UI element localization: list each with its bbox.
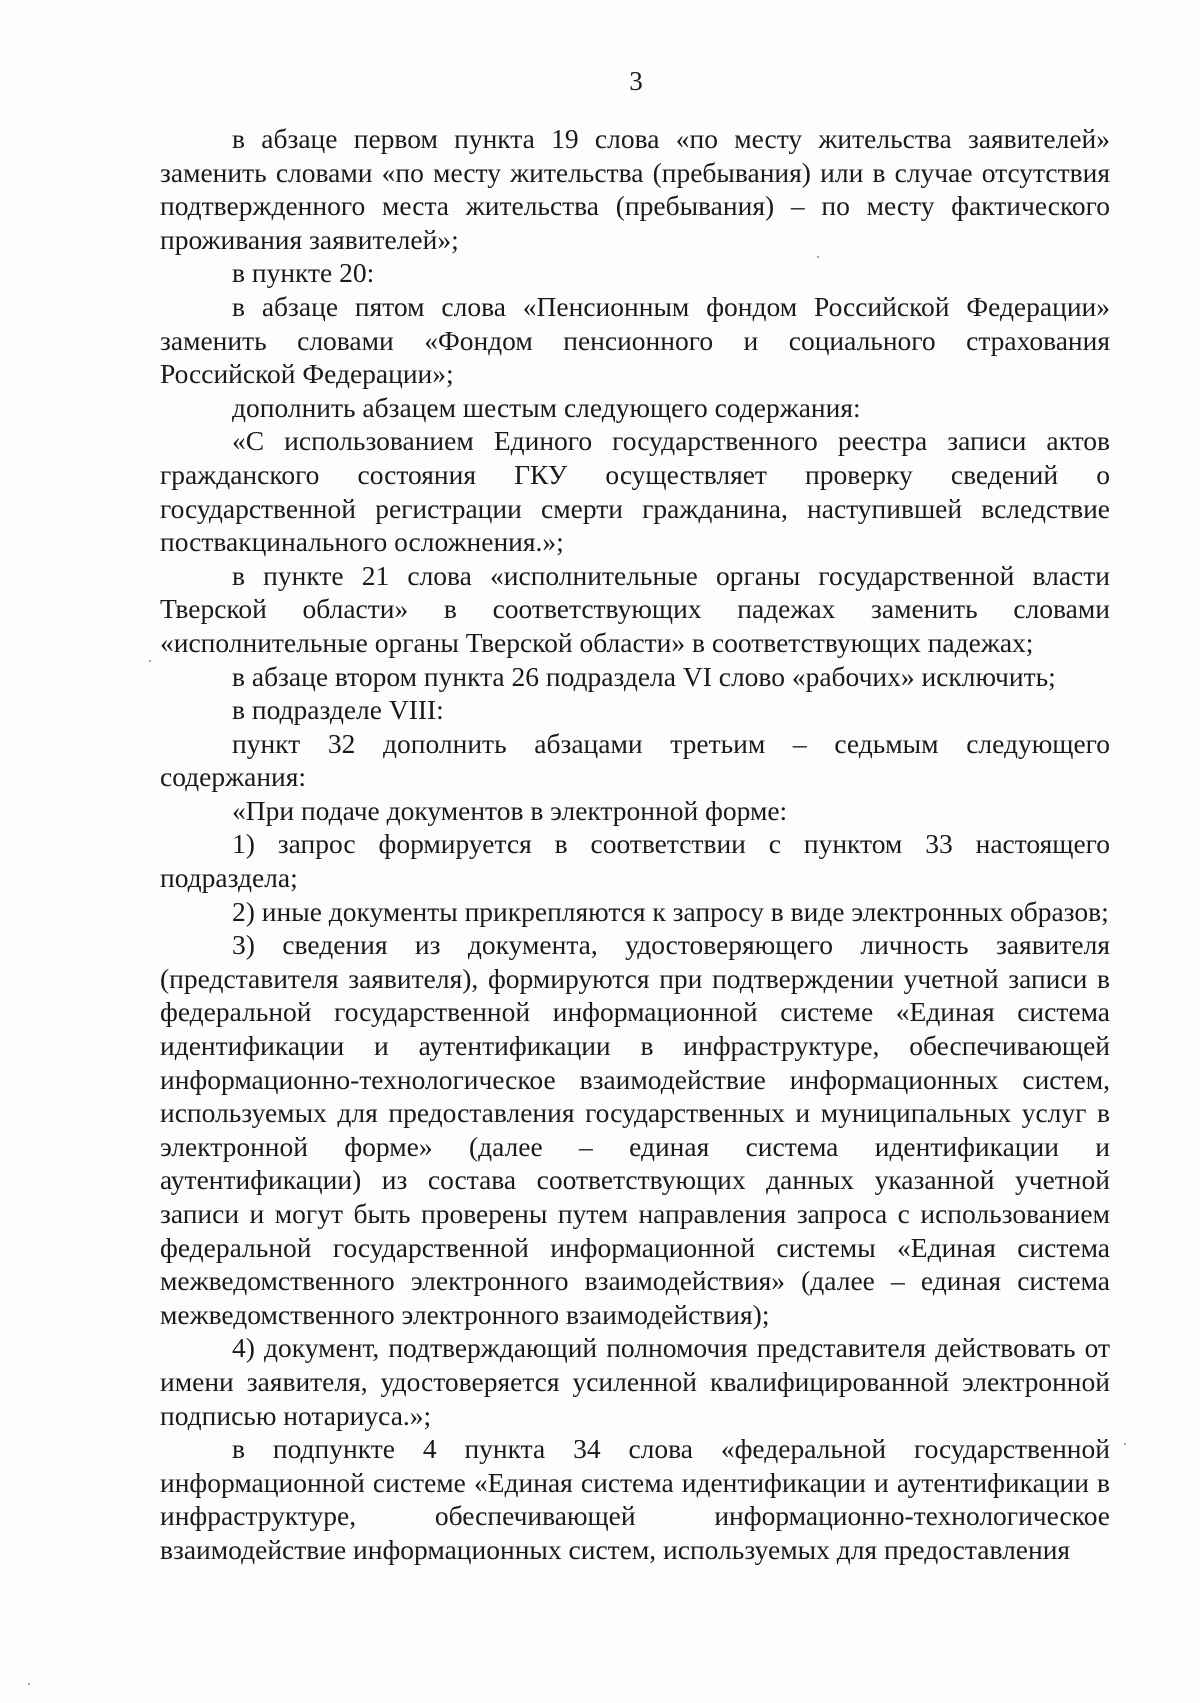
paragraph: 2) иные документы прикрепляются к запросу в виде электронных образов; (232, 895, 1109, 927)
paragraph: пункт 32 дополнить абзацами третьим – седьмым следующего содержания: (160, 727, 1110, 793)
document-body (160, 122, 1110, 1567)
paragraph: в подразделе VIII: (232, 694, 444, 726)
paragraph: в абзаце пятом слова «Пенсионным фондом Российской Федерации» заменить словами «Фондом пенсионного и социального страхования Российской Федерации»; (160, 290, 1110, 390)
paragraph: «С использованием Единого государственного реестра записи актов гражданского состояния ГКУ осуществляет проверку сведений о государственной регистрации смерти гражданина, наступившей вследствие поствакцинального осложнения.»; (160, 425, 1110, 558)
paragraph: 3) сведения из документа, удостоверяющего личность заявителя (представителя заявителя), формируются при подтверждении учетной записи в федеральной государственной информационной системе «Единая система идентификации и аутентификации в инфраструктуре, обеспечивающей информационно-технологическое взаимодействие информационных систем, используемых для предоставления государственных и муниципальных услуг в электронной форме» (далее – единая система идентификации и аутентификации) из состава соответствующих данных указанной учетной записи и могут быть проверены путем направления запроса с использованием федеральной государственной информационной системы «Единая система межведомственного электронного взаимодействия» (далее – единая система межведомственного электронного взаимодействия); (160, 929, 1110, 1330)
paragraph: в пункте 21 слова «исполнительные органы государственной власти Тверской области» в соответствующих падежах заменить словами «исполнительные органы Тверской области» в соответствующих падежах; (160, 559, 1110, 658)
paragraph: в подпункте 4 пункта 34 слова «федеральной государственной информационной системе «Единая система идентификации и аутентификации в инфраструктуре, обеспечивающей информационно-технологическое взаимодействие информационных систем, используемых для предоставления (160, 1433, 1110, 1565)
scan-speck (817, 256, 819, 258)
paragraph: в абзаце втором пункта 26 подраздела VI слово «рабочих» исключить; (232, 660, 1056, 692)
paragraph: 1) запрос формируется в соответствии с пунктом 33 настоящего подраздела; (160, 828, 1110, 894)
paragraph: «При подаче документов в электронной форме: (232, 794, 788, 826)
scan-speck (1124, 1443, 1126, 1445)
page-number: 3 (629, 66, 643, 96)
scan-speck (28, 1683, 30, 1685)
paragraph: в абзаце первом пункта 19 слова «по месту жительства заявителей» заменить словами «по месту жительства (пребывания) или в случае отсутствия подтвержденного места жительства (пребывания) – по месту фактического проживания заявителей»; (160, 123, 1110, 255)
paragraph: дополнить абзацем шестым следующего содержания: (232, 391, 861, 423)
scan-speck (149, 660, 151, 662)
paragraph: в пункте 20: (232, 257, 375, 289)
paragraph: 4) документ, подтверждающий полномочия представителя действовать от имени заявителя, удостоверяется усиленной квалифицированной электронной подписью нотариуса.»; (160, 1332, 1110, 1431)
